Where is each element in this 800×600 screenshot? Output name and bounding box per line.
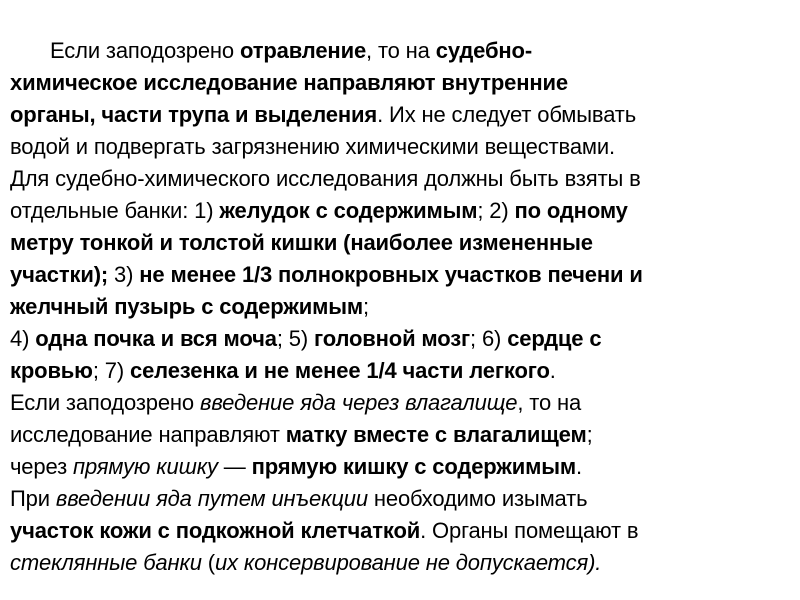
bold-text: головной мозг bbox=[313, 326, 471, 351]
italic-text: их консервирование не допускается). bbox=[214, 550, 602, 575]
text-run: ; 2) bbox=[477, 198, 515, 223]
text-line bbox=[10, 195, 788, 227]
bold-text: по одному bbox=[514, 198, 628, 223]
italic-text: введении яда путем инъекции bbox=[55, 486, 368, 511]
text-run: исследование направляют bbox=[10, 422, 286, 447]
text-run: — bbox=[217, 454, 252, 479]
text-run: . Органы помещают в bbox=[420, 518, 639, 543]
text-run: ; bbox=[586, 422, 593, 447]
text-run: Для судебно-химического исследования должны быть взяты в bbox=[10, 166, 641, 191]
text-line bbox=[10, 163, 788, 195]
text-run: ; bbox=[362, 294, 369, 319]
bold-text: не менее 1/3 полнокровных участков печени и bbox=[139, 262, 643, 287]
text-line bbox=[10, 323, 788, 355]
text-line bbox=[10, 451, 788, 483]
italic-text: введение яда через влагалище bbox=[199, 390, 518, 415]
text-run: ; 5) bbox=[276, 326, 314, 351]
text-run: При bbox=[10, 486, 56, 511]
text-line bbox=[10, 355, 788, 387]
text-line bbox=[10, 419, 788, 451]
bold-text: желчный пузырь с содержимым bbox=[10, 294, 363, 319]
text-run: . bbox=[549, 358, 556, 383]
text-line bbox=[10, 291, 788, 323]
text-line bbox=[10, 515, 788, 547]
bold-text: кровью bbox=[10, 358, 93, 383]
text-line bbox=[10, 547, 788, 579]
text-run: . bbox=[576, 454, 582, 479]
text-run: ; 7) bbox=[92, 358, 130, 383]
text-line bbox=[10, 483, 788, 515]
text-line bbox=[10, 227, 788, 259]
text-line bbox=[10, 387, 788, 419]
bold-text: сердце с bbox=[507, 326, 602, 351]
bold-text: метру тонкой и толстой кишки (наиболее измененные bbox=[10, 230, 593, 255]
bold-text: органы, части трупа и выделения bbox=[10, 102, 378, 127]
text-line bbox=[10, 67, 788, 99]
text-run: Если заподозрено bbox=[10, 390, 200, 415]
text-run: , то на bbox=[366, 38, 436, 63]
bold-text: участки); bbox=[10, 262, 109, 287]
text-line bbox=[10, 259, 788, 291]
text-line bbox=[10, 131, 788, 163]
text-run: необходимо изымать bbox=[367, 486, 588, 511]
text-run: через bbox=[10, 454, 73, 479]
bold-text: отравление bbox=[239, 38, 367, 63]
text-line bbox=[10, 99, 788, 131]
text-run: водой и подвергать загрязнению химическими веществами. bbox=[10, 134, 615, 159]
text-run: Если заподозрено bbox=[50, 38, 240, 63]
bold-text: желудок с содержимым bbox=[219, 198, 478, 223]
text-line bbox=[10, 35, 788, 67]
bold-text: участок кожи с подкожной клетчаткой bbox=[10, 518, 421, 543]
text-run: . Их не следует обмывать bbox=[377, 102, 637, 127]
bold-text: матку вместе с влагалищем bbox=[285, 422, 587, 447]
bold-text: селезенка и не менее 1/4 части легкого bbox=[129, 358, 550, 383]
bold-text: одна почка и вся моча bbox=[35, 326, 277, 351]
body-text bbox=[10, 35, 788, 579]
text-run: , то на bbox=[517, 390, 582, 415]
text-run: 4) bbox=[10, 326, 36, 351]
bold-text: судебно- bbox=[435, 38, 533, 63]
text-run: ; 6) bbox=[470, 326, 508, 351]
text-run: отдельные банки: 1) bbox=[10, 198, 220, 223]
text-run: ( bbox=[201, 550, 215, 575]
italic-text: прямую кишку bbox=[72, 454, 218, 479]
bold-text: химическое исследование направляют внутренние bbox=[10, 70, 568, 95]
text-run: 3) bbox=[108, 262, 140, 287]
bold-text: прямую кишку с содержимым bbox=[251, 454, 576, 479]
italic-text: стеклянные банки bbox=[10, 550, 202, 575]
